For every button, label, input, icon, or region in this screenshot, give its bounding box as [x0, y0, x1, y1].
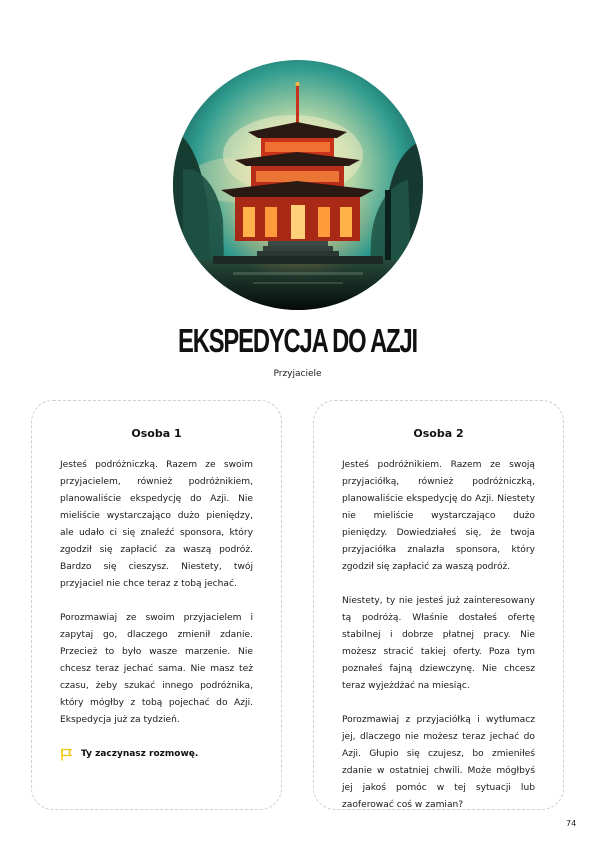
- role-card-person-2: [313, 400, 564, 810]
- card-paragraph: Niestety, ty nie jesteś już zainteresowany tą podróżą. Właśnie dostałeś ofertę stabilnej i dobrze płatnej pracy. Nie możesz stracić takiej oferty. Poza tym poznałeś fajną dziewczynę. Nie chcesz teraz wyjeżdżać na miesiąc.: [342, 596, 535, 691]
- card-body: [60, 457, 253, 763]
- card-title: Osoba 2: [413, 427, 464, 440]
- page-subtitle: Przyjaciele: [273, 369, 322, 379]
- role-card-person-1: [31, 400, 282, 810]
- flag-icon: [60, 748, 73, 761]
- start-note-text: Ty zaczynasz rozmowę.: [81, 749, 199, 759]
- card-title: Osoba 1: [131, 427, 182, 440]
- page-title: EKSPEDYCJA DO AZJI: [178, 322, 417, 359]
- pagoda-illustration: [173, 60, 423, 310]
- page-number: 74: [566, 819, 577, 828]
- card-paragraph: Jesteś podróżniczką. Razem ze swoim przyjacielem, również podróżnikiem, planowaliście ekspedycję do Azji. Nie mieliście wystarczająco dużo pieniędzy, ale udało ci się znaleźć sponsora, który zgodził się zapłacić za waszą podróż. Bardzo się cieszysz. Niestety, twój przyjaciel nie chce teraz z tobą jechać.: [60, 460, 253, 589]
- card-paragraph: Jesteś podróżnikiem. Razem ze swoją przyjaciółką, również podróżniczką, planowaliście ekspedycję do Azji. Niestety nie mieliście wystarczająco dużo pieniędzy. Dowiedziałeś się, że twoja przyjaciółka znalazła sponsora, który zgodził się zapłacić za waszą podróż.: [342, 460, 535, 572]
- start-note: [60, 746, 253, 763]
- card-body: [342, 457, 535, 831]
- card-paragraph: Porozmawiaj z przyjaciółką i wytłumacz jej, dlaczego nie możesz teraz jechać do Azji. Głupio się czujesz, bo zmieniłeś zdanie w ostatniej chwili. Może mógłbyś jej jakoś pomóc w tej sytuacji lub zaoferować coś w zamian?: [342, 715, 535, 810]
- card-paragraph: Porozmawiaj ze swoim przyjacielem i zapytaj go, dlaczego zmienił zdanie. Przecież to było wasze marzenie. Nie chcesz teraz jechać sama. Nie masz też czasu, żeby szukać innego podróżnika, który mógłby z tobą pojechać do Azji. Ekspedycja już za tydzień.: [60, 613, 253, 725]
